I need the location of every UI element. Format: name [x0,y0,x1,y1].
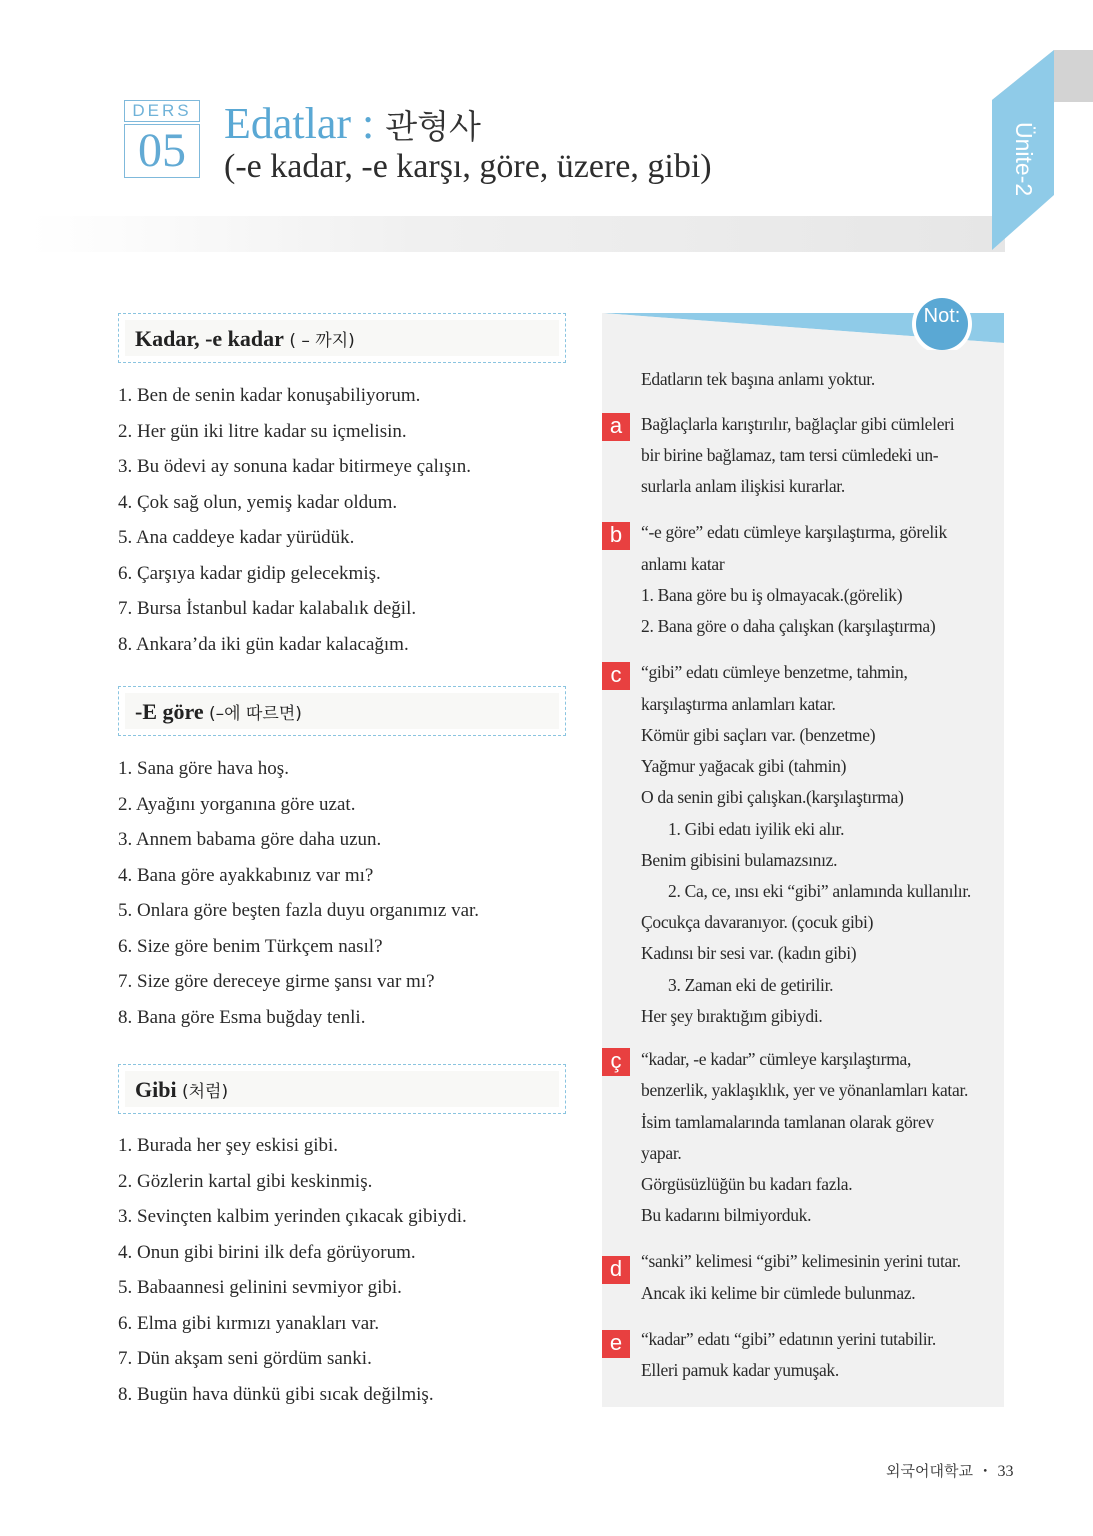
unit-tab-label: Ünite-2 [1011,121,1037,197]
section-title-text: Gibi [135,1077,177,1102]
note-marker-a: a [602,413,630,441]
note-line: Bağlaçlarla karıştırılır, bağlaçlar gibi cümleleri [641,414,955,434]
section-title-korean: (–에 따르면) [203,704,302,724]
note-line: Ancak iki kelime bir cümlede bulunmaz. [641,1283,916,1303]
lesson-number: 05 [124,124,200,178]
list-item: 5. Babaannesi gelinini sevmiyor gibi. [118,1277,402,1298]
example-list-gore [118,751,588,1035]
list-item: 8. Bana göre Esma buğday tenli. [118,1006,366,1028]
note-line: Görgüsüzlüğün bu kadarı fazla. [641,1174,853,1194]
list-item: 8. Ankara’da iki gün kadar kalacağım. [118,633,409,655]
list-item: 2. Her gün iki litre kadar su içmelisin. [118,420,407,442]
list-item: 3. Bu ödevi ay sonuna kadar bitirmeye çalışın. [118,456,471,477]
list-item: 4. Bana göre ayakkabınız var mı? [118,864,374,886]
note-line: 2. Bana göre o daha çalışkan (karşılaştırma) [641,616,936,636]
page-footer [886,1460,1014,1481]
page-title [224,98,481,149]
note-line: Çocukça davaranıyor. (çocuk gibi) [641,912,874,932]
lesson-badge [124,100,200,178]
note-marker-b: b [602,522,630,550]
note-line: Bu kadarını bilmiyorduk. [641,1205,812,1225]
note-line: “-e göre” edatı cümleye karşılaştırma, görelik [641,522,947,542]
section-title [135,314,355,366]
list-item: 1. Ben de senin kadar konuşabiliyorum. [118,385,421,406]
note-line: “gibi” edatı cümleye benzetme, tahmin, [641,662,908,682]
note-marker-c: c [602,662,630,690]
list-item: 7. Dün akşam seni gördüm sanki. [118,1348,372,1369]
list-item: 2. Gözlerin kartal gibi keskinmiş. [118,1170,373,1192]
note-line: Kadınsı bir sesi var. (kadın gibi) [641,943,857,963]
list-item: 3. Annem babama göre daha uzun. [118,829,382,850]
page-title-korean: 관형사 [385,107,481,146]
example-list-kadar [118,378,588,662]
list-item: 6. Size göre benim Türkçem nasıl? [118,935,383,957]
note-line: Benim gibisini bulamazsınız. [641,850,838,870]
footer-separator: ・ [977,1462,993,1480]
note-line: surlarla anlam ilişkisi kurarlar. [641,476,845,496]
note-intro: Edatların tek başına anlamı yoktur. [641,369,875,389]
section-title [135,1065,228,1117]
list-item: 1. Burada her şey eskisi gibi. [118,1135,339,1156]
note-line: 2. Ca, ce, ınsı eki “gibi” anlamında kullanılır. [668,881,971,901]
list-item: 6. Çarşıya kadar gidip gelecekmiş. [118,562,381,584]
list-item: 6. Elma gibi kırmızı yanakları var. [118,1312,380,1334]
note-line: “kadar” edatı “gibi” edatının yerini tutabilir. [641,1329,936,1349]
section-title-korean: (처럼) [176,1082,229,1102]
section-title-text: Kadar, -e kadar [135,326,284,351]
note-marker-c-cedilla: ç [602,1048,630,1076]
list-item: 5. Ana caddeye kadar yürüdük. [118,527,355,548]
note-line: Her şey bıraktığım gibiydi. [641,1006,823,1026]
note-marker-d: d [602,1256,630,1284]
list-item: 2. Ayağını yorganına göre uzat. [118,793,356,815]
note-line: “kadar, -e kadar” cümleye karşılaştırma, [641,1049,912,1069]
section-header-gore [118,686,566,736]
note-badge-label: Not: [923,305,961,327]
example-list-gibi [118,1128,588,1412]
note-line: İsim tamlamalarında tamlanan olarak görev [641,1112,934,1132]
note-line: O da senin gibi çalışkan.(karşılaştırma) [641,787,904,807]
header-band [30,216,1005,252]
footer-school: 외국어대학교 [886,1462,973,1480]
page-number: 33 [997,1463,1014,1480]
note-line: karşılaştırma anlamları katar. [641,694,836,714]
list-item: 4. Çok sağ olun, yemiş kadar oldum. [118,491,398,513]
section-title-text: -E göre [135,699,204,724]
note-line: anlamı katar [641,554,725,574]
list-item: 7. Size göre dereceye girme şansı var mı? [118,971,435,992]
note-line: 1. Gibi edatı iyilik eki alır. [668,819,845,839]
list-item: 1. Sana göre hava hoş. [118,758,289,779]
note-line: Yağmur yağacak gibi (tahmin) [641,756,847,776]
lesson-label: DERS [124,100,200,122]
section-header-gibi [118,1064,566,1114]
list-item: 3. Sevinçten kalbim yerinden çıkacak gibiydi. [118,1206,467,1227]
section-title [135,687,302,739]
note-line: benzerlik, yaklaşıklık, yer ve yönanlamları katar. [641,1080,969,1100]
section-title-korean: ( – 까지) [283,331,355,351]
page-subtitle: (-e kadar, -e karşı, göre, üzere, gibi) [224,148,712,185]
page-title-text: Edatlar : [224,99,386,148]
list-item: 5. Onlara göre beşten fazla duyu organımız var. [118,900,480,921]
section-header-kadar [118,313,566,363]
note-line: Elleri pamuk kadar yumuşak. [641,1360,839,1380]
list-item: 7. Bursa İstanbul kadar kalabalık değil. [118,598,417,619]
note-line: yapar. [641,1143,682,1163]
note-line: Kömür gibi saçları var. (benzetme) [641,725,876,745]
note-line: 1. Bana göre bu iş olmayacak.(görelik) [641,585,903,605]
note-line: 3. Zaman eki de getirilir. [668,975,834,995]
list-item: 4. Onun gibi birini ilk defa görüyorum. [118,1241,416,1263]
list-item: 8. Bugün hava dünkü gibi sıcak değilmiş. [118,1383,434,1405]
note-line: bir birine bağlamaz, tam tersi cümledeki un- [641,445,939,465]
note-line: “sanki” kelimesi “gibi” kelimesinin yerini tutar. [641,1251,961,1271]
note-marker-e: e [602,1330,630,1358]
